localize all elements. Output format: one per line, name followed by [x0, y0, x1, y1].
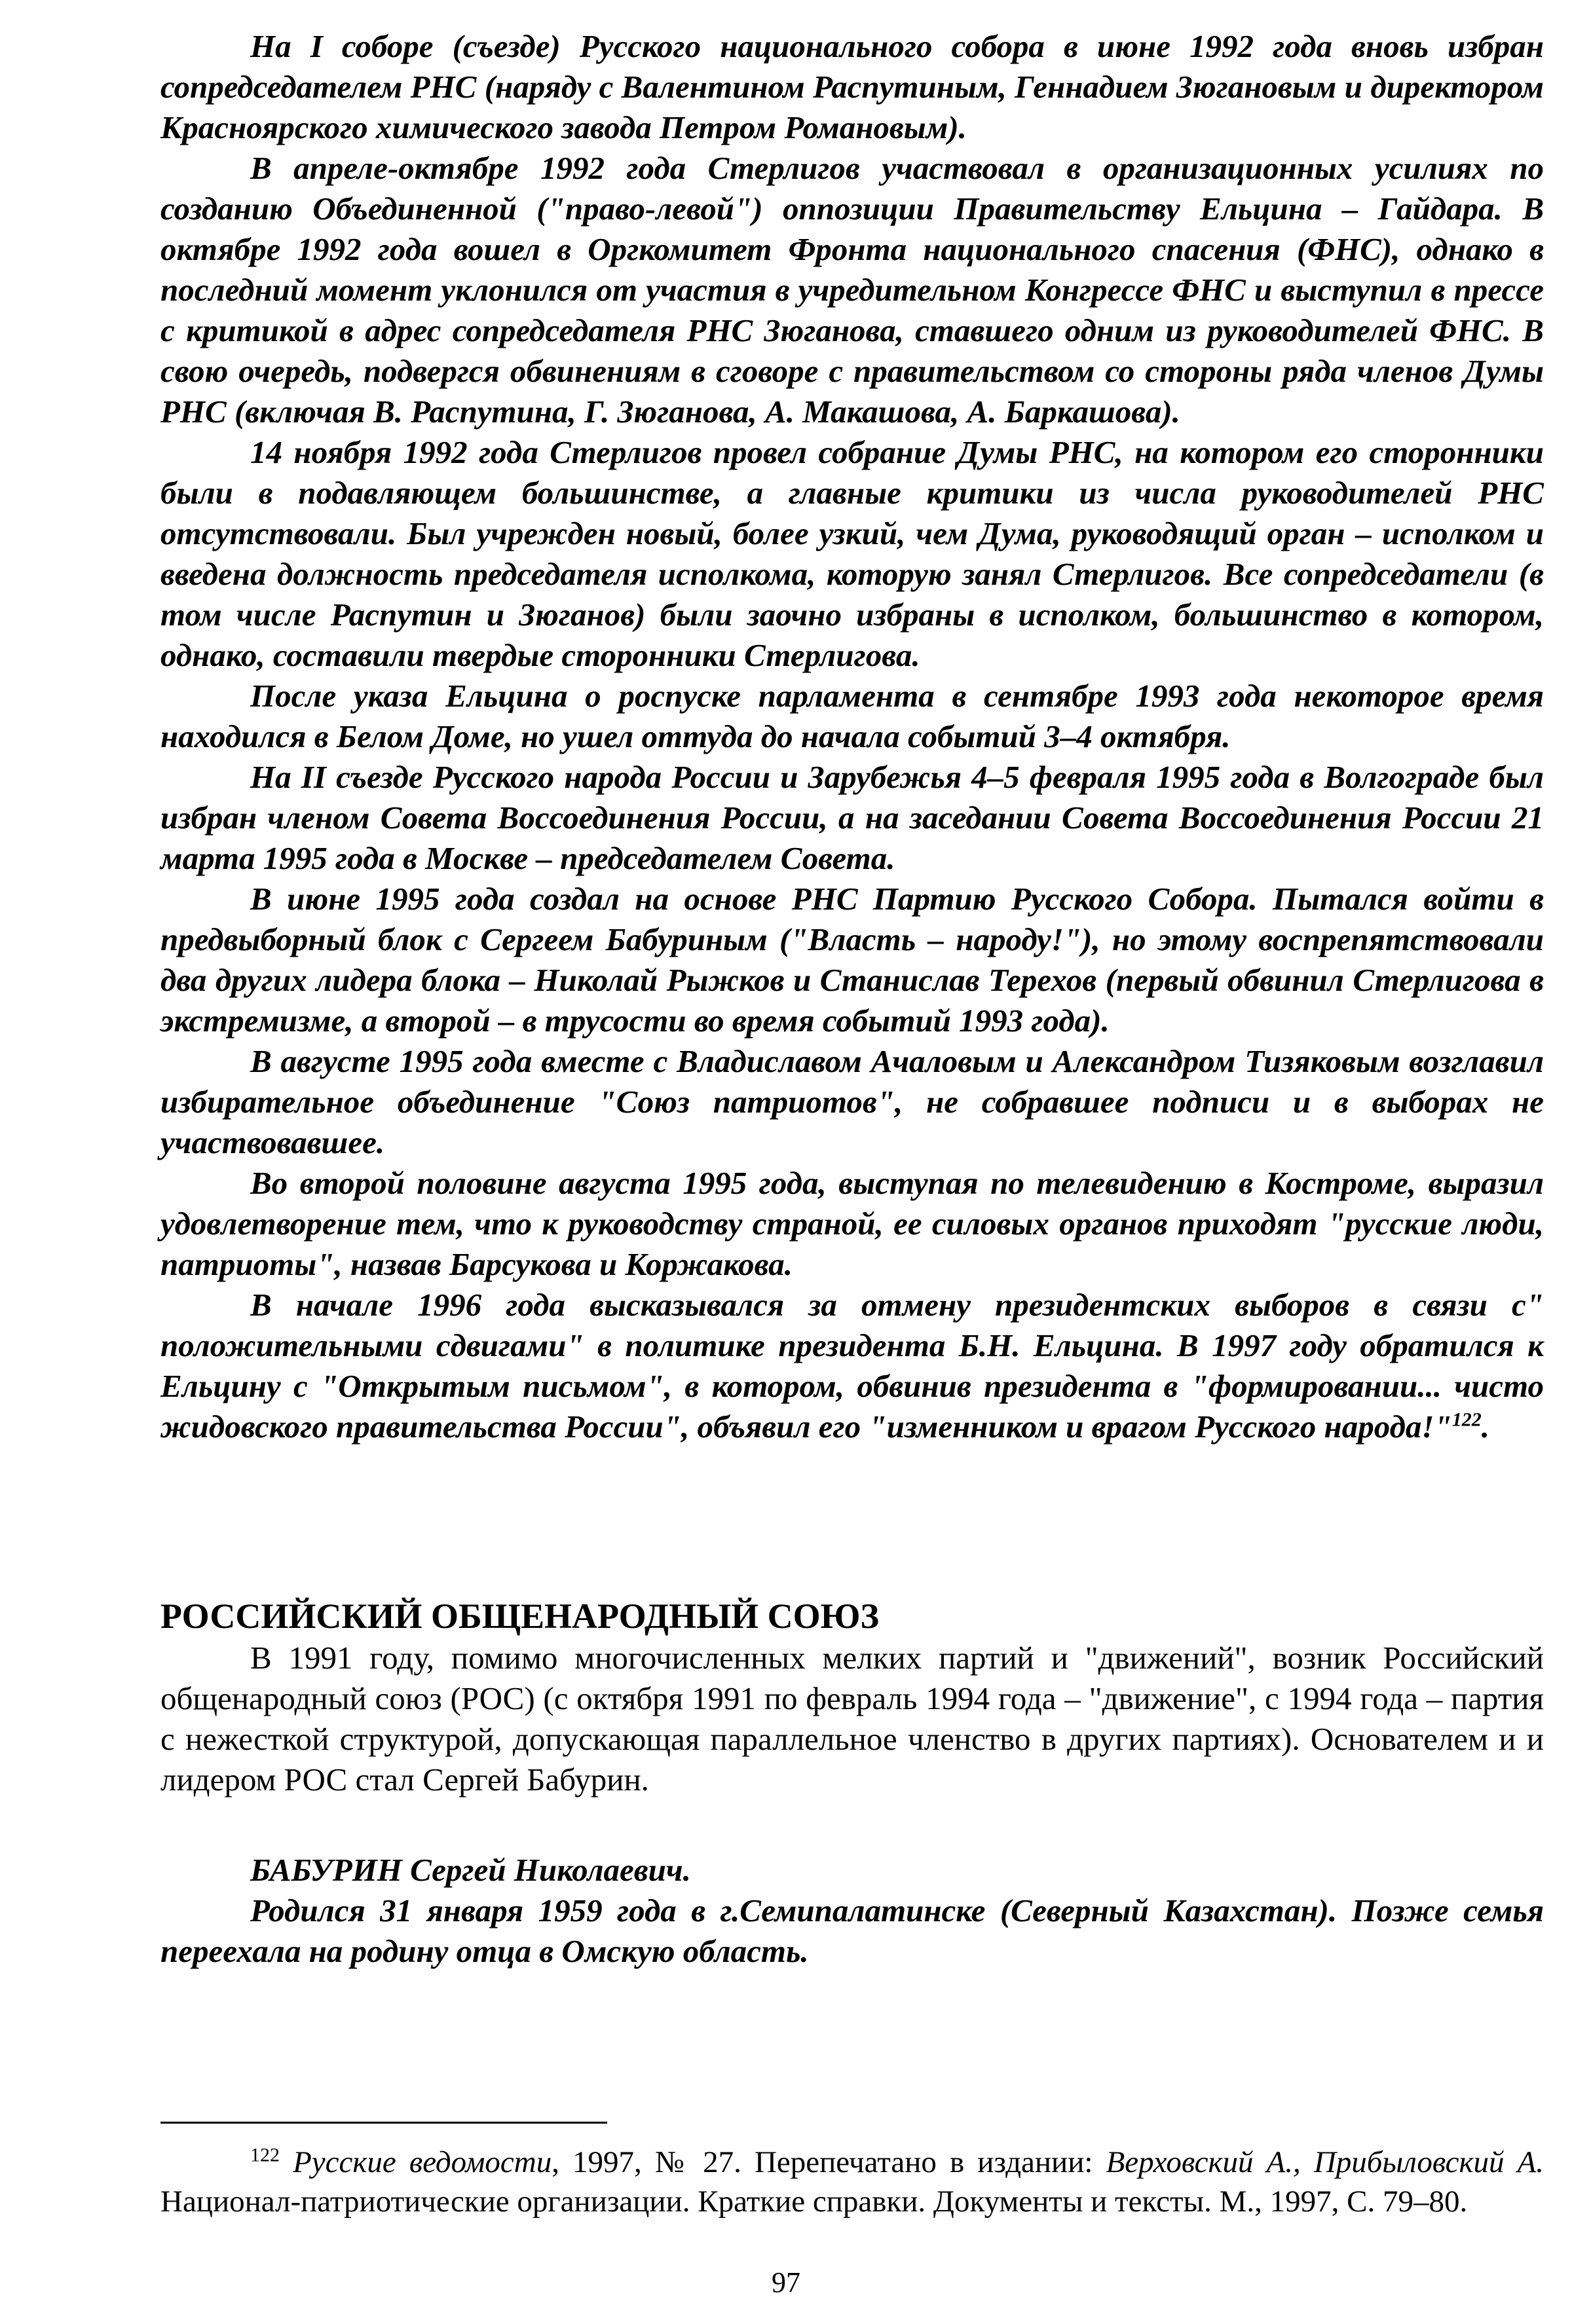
paragraph: 14 ноября 1992 года Стерлигов провел собрание Думы РНС, на котором его сторонники были в подавляющем большинстве, а главные критики из числа руководителей РНС отсутствовали. Был учрежден новый, более узкий, чем Дума, руководящий орган – исполком и введена должность председателя исполкома, которую занял Стерлигов. Все сопредседатели (в том числе Распутин и Зюганов) были заочно избраны в исполком, большинство в котором, однако, составили твердые сторонники Стерлигова.: [160, 434, 1544, 673]
paragraph: Во второй половине августа 1995 года, выступая по телевидению в Костроме, выразил удовлетворение тем, что к руководству страной, ее силовых органов приходят "русские люди, патриоты", назвав Барсукова и Коржакова.: [160, 1165, 1544, 1282]
paragraph: После указа Ельцина о роспуске парламента в сентябре 1993 года некоторое время находился в Белом Доме, но ушел оттуда до начала событий 3–4 октября.: [160, 678, 1544, 754]
footnote: [160, 2143, 1544, 2221]
paragraph: В июне 1995 года создал на основе РНС Партию Русского Собора. Пытался войти в предвыборный блок с Сергеем Бабуриным ("Власть – народу!"), но этому воспрепятствовали два других лидера блока – Николай Рыжков и Станислав Терехов (первый обвинил Стерлигова в экстремизме, а второй – в трусости во время событий 1993 года).: [160, 881, 1544, 1039]
footnote-title: Национал-патриотические организации. Краткие справки. Документы и тексты. М., 1997, С. 79–80.: [160, 2185, 1468, 2219]
footnote-text: [160, 2143, 1544, 2221]
bio-paragraph: Родился 31 января 1959 года в г.Семипалатинске (Северный Казахстан). Позже семья переехала на родину отца в Омскую область.: [160, 1892, 1544, 1969]
section: [160, 1595, 1544, 1800]
paragraph-end: .: [1481, 1409, 1489, 1445]
footnote-divider: [160, 2122, 607, 2124]
section-heading: РОССИЙСКИЙ ОБЩЕНАРОДНЫЙ СОЮЗ: [160, 1596, 879, 1636]
footnote-reference[interactable]: 122: [1451, 1409, 1482, 1431]
paragraph: На II съезде Русского народа России и Зарубежья 4–5 февраля 1995 года в Волгограде был избран членом Совета Воссоединения России, а на заседании Совета Воссоединения России 21 марта 1995 года в Москве – председателем Совета.: [160, 759, 1544, 876]
paragraph: На I соборе (съезде) Русского национального собора в июне 1992 года вновь избран сопредседателем РНС (наряду с Валентином Распутиным, Геннадием Зюгановым и директором Красноярского химического завода Петром Романовым).: [160, 28, 1544, 145]
paragraph: [160, 1285, 1544, 1447]
footnote-number: 122: [250, 2144, 280, 2166]
footnote-authors: Верховский А., Прибыловский А.: [1106, 2145, 1544, 2179]
paragraph: В апреле-октябре 1992 года Стерлигов участвовал в организационных усилиях по созданию Объединенной ("право-левой") оппозиции Правительству Ельцина – Гайдара. В октябре 1992 года вошел в Оргкомитет Фронта национального спасения (ФНС), однако в последний момент уклонился от участия в учредительном Конгрессе ФНС и выступил в прессе с критикой в адрес сопредседателя РНС Зюганова, ставшего одним из руководителей ФНС. В свою очередь, подвергся обвинениям в сговоре с правительством со стороны ряда членов Думы РНС (включая В. Распутина, Г. Зюганова, А. Макашова, А. Баркашова).: [160, 150, 1544, 430]
section-paragraph: В 1991 году, помимо многочисленных мелких партий и "движений", возник Российский общенародный союз (РОС) (с октября 1991 по февраль 1994 года – "движение", с 1994 года – партия с нежесткой структурой, допускающая параллельное членство в других партиях). Основателем и и лидером РОС стал Сергей Бабурин.: [160, 1640, 1544, 1798]
footnote-source-details: , 1997, № 27. Перепечатано в издании:: [552, 2145, 1106, 2179]
bio-name: БАБУРИН Сергей Николаевич.: [250, 1852, 691, 1888]
footnote-source: Русские ведомости: [293, 2145, 552, 2179]
page-number: 97: [772, 2266, 800, 2298]
main-text: [160, 26, 1544, 1447]
bio: [160, 1850, 1544, 1972]
paragraph-text: В начале 1996 года высказывался за отмену президентских выборов в связи с" положительными сдвигами" в политике президента Б.Н. Ельцина. В 1997 году обратился к Ельцину с "Открытым письмом", в котором, обвинив президента в "формировании... чисто жидовского правительства России", объявил его "изменником и врагом Русского народа!": [160, 1287, 1544, 1445]
paragraph: В августе 1995 года вместе с Владиславом Ачаловым и Александром Тизяковым возглавил избирательное объединение "Союз патриотов", не собравшее подписи и в выборах не участвовавшее.: [160, 1043, 1544, 1160]
